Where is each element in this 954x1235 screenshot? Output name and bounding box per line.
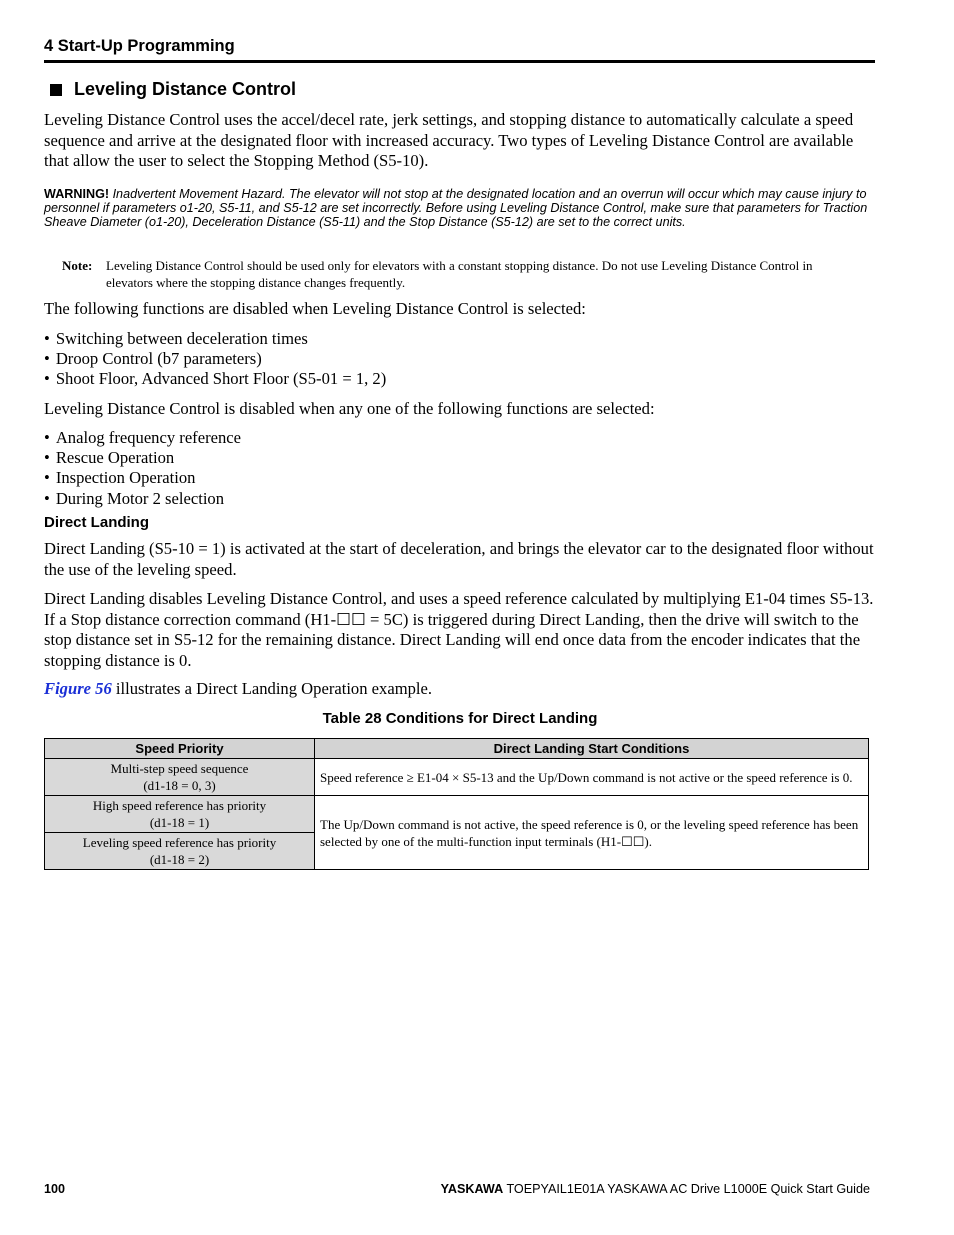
table-caption: Table 28 Conditions for Direct Landing	[322, 710, 598, 727]
note-label: Note:	[62, 258, 93, 273]
direct-landing-heading: Direct Landing	[44, 514, 150, 531]
footer-document-info	[441, 1182, 870, 1196]
note-text: Leveling Distance Control should be used only for elevators with a constant stopping distance. Do not use Leveling Distance Control in elevators where the stopping distance changes frequently.	[106, 258, 813, 290]
square-bullet-icon	[50, 84, 62, 96]
priority-cell	[45, 833, 315, 870]
table-row	[45, 796, 869, 833]
header-start-conditions: Direct Landing Start Conditions	[315, 739, 869, 759]
priority-cell	[45, 759, 315, 796]
priority-label: High speed reference has priority	[92, 798, 267, 813]
priority-param: (d1-18 = 2)	[149, 852, 210, 867]
condition-cell: Speed reference ≥ E1-04 × S5-13 and the Up/Down command is not active or the speed reference is 0.	[315, 759, 869, 796]
priority-label: Multi-step speed sequence	[110, 761, 249, 776]
header-divider	[44, 60, 875, 63]
intro-paragraph: Leveling Distance Control uses the accel/decel rate, jerk settings, and stopping distance to automatically calculate a speed sequence and arrive at the designated floor with increased accuracy. Two types of Leveling Distance Control are available that allow the user to select the Stopping Method (S5-10).	[44, 110, 854, 170]
warning-block	[44, 187, 879, 230]
list-item: • Inspection Operation	[44, 468, 241, 488]
disabled-functions-list	[44, 329, 386, 390]
list-item: • Analog frequency reference	[44, 428, 241, 448]
section-heading	[50, 79, 296, 100]
list-item: • Shoot Floor, Advanced Short Floor (S5-01 = 1, 2)	[44, 369, 386, 389]
table-header-row	[45, 739, 869, 759]
figure-56-link[interactable]: Figure 56	[44, 679, 112, 698]
figure-reference-text: illustrates a Direct Landing Operation example.	[111, 679, 433, 698]
shared-condition-cell: The Up/Down command is not active, the speed reference is 0, or the leveling speed reference has been selected by one of the multi-function input terminals (H1-☐☐).	[315, 796, 869, 870]
list-item: • Droop Control (b7 parameters)	[44, 349, 386, 369]
priority-param: (d1-18 = 1)	[149, 815, 210, 830]
disabled-intro: The following functions are disabled when Leveling Distance Control is selected:	[44, 299, 586, 318]
page-header-title: 4 Start-Up Programming	[44, 37, 235, 55]
priority-param: (d1-18 = 0, 3)	[143, 778, 216, 793]
direct-landing-conditions-table	[44, 738, 869, 870]
header-speed-priority: Speed Priority	[45, 739, 315, 759]
direct-landing-paragraph-1: Direct Landing (S5-10 = 1) is activated at the start of deceleration, and brings the elevator car to the designated floor without the use of the leveling speed.	[44, 539, 874, 579]
footer-document-title: TOEPYAIL1E01A YASKAWA AC Drive L1000E Quick Start Guide	[503, 1182, 870, 1196]
section-heading-text: Leveling Distance Control	[74, 79, 297, 99]
disabling-intro: Leveling Distance Control is disabled when any one of the following functions are selected:	[44, 399, 655, 418]
page-number: 100	[44, 1182, 66, 1196]
priority-label: Leveling speed reference has priority	[82, 835, 277, 850]
disabling-functions-list	[44, 428, 241, 509]
direct-landing-paragraph-2: Direct Landing disables Leveling Distance Control, and uses a speed reference calculated by multiplying E1-04 times S5-13. If a Stop distance correction command (H1-☐☐ = 5C) is triggered during Direct Landing, then the drive will switch to the stop distance set in S5-12 for the remaining distance. Direct Landing will end once data from the encoder indicates that the stopping distance is 0.	[44, 589, 874, 670]
figure-reference	[44, 679, 879, 700]
warning-label: WARNING!	[44, 187, 110, 201]
warning-text: Inadvertent Movement Hazard. The elevator will not stop at the designated location and an overrun will occur which may cause injury to personnel if parameters o1-20, S5-11, and S5-12 are set incorrectly. Before using Leveling Distance Control, make sure that parameters for Traction Sheave Diameter (o1-20), Deceleration Distance (S5-11) and the Stop Distance (S5-12) are set to the correct units.	[44, 187, 868, 230]
list-item: • Switching between deceleration times	[44, 329, 386, 349]
list-item: • Rescue Operation	[44, 448, 241, 468]
priority-cell	[45, 796, 315, 833]
footer-brand: YASKAWA	[440, 1182, 504, 1196]
table-row	[45, 759, 869, 796]
list-item: • During Motor 2 selection	[44, 489, 241, 509]
